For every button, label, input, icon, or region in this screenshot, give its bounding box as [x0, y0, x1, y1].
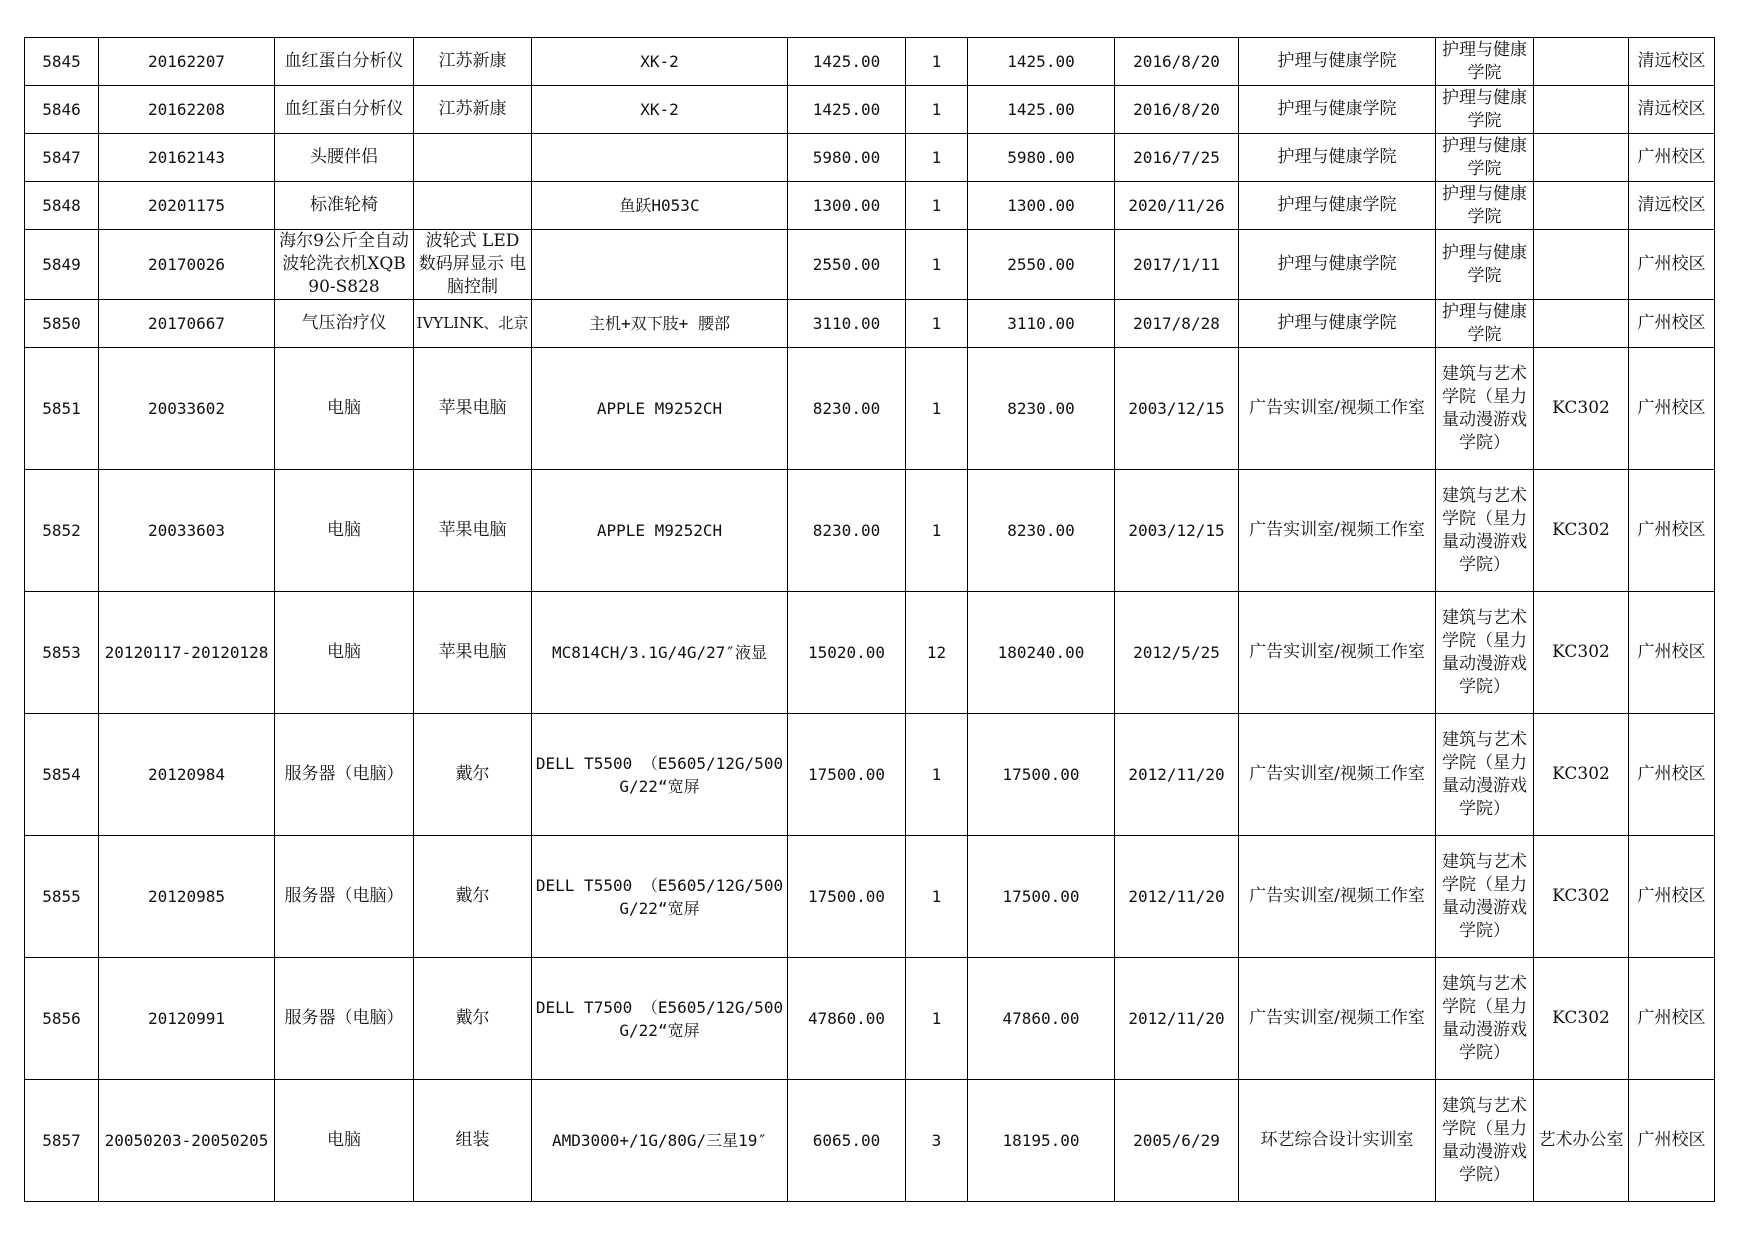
cell-date: 2016/8/20 [1115, 38, 1239, 86]
cell-room: KC302 [1534, 836, 1629, 958]
cell-room: KC302 [1534, 592, 1629, 714]
cell-asset-no: 20120991 [99, 958, 275, 1080]
cell-qty: 1 [906, 470, 968, 592]
cell-brand: 戴尔 [414, 714, 532, 836]
cell-qty: 3 [906, 1080, 968, 1202]
cell-amount: 18195.00 [968, 1080, 1115, 1202]
cell-amount: 2550.00 [968, 230, 1115, 300]
asset-table [24, 37, 1715, 1202]
table-row [25, 134, 1715, 182]
cell-dept: 广告实训室/视频工作室 [1239, 958, 1436, 1080]
cell-date: 2012/11/20 [1115, 836, 1239, 958]
cell-brand: IVYLINK、北京 [414, 300, 532, 348]
cell-qty: 1 [906, 958, 968, 1080]
cell-campus: 广州校区 [1629, 470, 1715, 592]
cell-room [1534, 86, 1629, 134]
cell-dept: 环艺综合设计实训室 [1239, 1080, 1436, 1202]
cell-campus: 广州校区 [1629, 592, 1715, 714]
cell-name: 电脑 [275, 1080, 414, 1202]
cell-brand: 戴尔 [414, 836, 532, 958]
cell-amount: 1300.00 [968, 182, 1115, 230]
cell-qty: 1 [906, 134, 968, 182]
cell-name: 电脑 [275, 470, 414, 592]
cell-brand [414, 182, 532, 230]
cell-seq: 5854 [25, 714, 99, 836]
cell-seq: 5846 [25, 86, 99, 134]
cell-model: DELL T5500 （E5605/12G/500G/22“宽屏 [532, 714, 788, 836]
cell-name: 服务器（电脑） [275, 714, 414, 836]
cell-dept: 广告实训室/视频工作室 [1239, 836, 1436, 958]
cell-college: 护理与健康学院 [1436, 38, 1534, 86]
cell-amount: 47860.00 [968, 958, 1115, 1080]
cell-room [1534, 230, 1629, 300]
cell-unit-price: 17500.00 [788, 714, 906, 836]
cell-asset-no: 20162207 [99, 38, 275, 86]
cell-room: KC302 [1534, 470, 1629, 592]
cell-asset-no: 20033603 [99, 470, 275, 592]
cell-date: 2020/11/26 [1115, 182, 1239, 230]
cell-unit-price: 1425.00 [788, 86, 906, 134]
asset-list-page [24, 37, 1715, 1202]
cell-brand: 戴尔 [414, 958, 532, 1080]
cell-dept: 护理与健康学院 [1239, 182, 1436, 230]
cell-room: 艺术办公室 [1534, 1080, 1629, 1202]
cell-model: MC814CH/3.1G/4G/27″液显 [532, 592, 788, 714]
cell-brand: 波轮式 LED 数码屏显示 电脑控制 [414, 230, 532, 300]
cell-model [532, 230, 788, 300]
cell-name: 头腰伴侣 [275, 134, 414, 182]
cell-qty: 1 [906, 86, 968, 134]
table-row [25, 1080, 1715, 1202]
cell-seq: 5847 [25, 134, 99, 182]
cell-amount: 17500.00 [968, 714, 1115, 836]
cell-qty: 1 [906, 836, 968, 958]
cell-college: 护理与健康学院 [1436, 300, 1534, 348]
cell-brand: 江苏新康 [414, 38, 532, 86]
cell-dept: 广告实训室/视频工作室 [1239, 470, 1436, 592]
cell-room: KC302 [1534, 958, 1629, 1080]
cell-college: 建筑与艺术学院（星力量动漫游戏学院） [1436, 836, 1534, 958]
cell-date: 2017/8/28 [1115, 300, 1239, 348]
cell-room [1534, 182, 1629, 230]
cell-name: 电脑 [275, 348, 414, 470]
cell-room [1534, 134, 1629, 182]
cell-dept: 广告实训室/视频工作室 [1239, 348, 1436, 470]
cell-room [1534, 38, 1629, 86]
cell-campus: 广州校区 [1629, 300, 1715, 348]
cell-name: 血红蛋白分析仪 [275, 38, 414, 86]
cell-seq: 5849 [25, 230, 99, 300]
cell-seq: 5857 [25, 1080, 99, 1202]
cell-asset-no: 20120117-20120128 [99, 592, 275, 714]
cell-qty: 1 [906, 348, 968, 470]
cell-seq: 5853 [25, 592, 99, 714]
cell-brand: 苹果电脑 [414, 592, 532, 714]
cell-dept: 广告实训室/视频工作室 [1239, 714, 1436, 836]
cell-seq: 5852 [25, 470, 99, 592]
cell-date: 2003/12/15 [1115, 470, 1239, 592]
cell-college: 护理与健康学院 [1436, 182, 1534, 230]
cell-asset-no: 20170026 [99, 230, 275, 300]
table-row [25, 300, 1715, 348]
cell-college: 建筑与艺术学院（星力量动漫游戏学院） [1436, 714, 1534, 836]
cell-model: 主机+双下肢+ 腰部 [532, 300, 788, 348]
cell-qty: 1 [906, 38, 968, 86]
cell-dept: 护理与健康学院 [1239, 300, 1436, 348]
cell-unit-price: 15020.00 [788, 592, 906, 714]
cell-qty: 1 [906, 182, 968, 230]
cell-college: 建筑与艺术学院（星力量动漫游戏学院） [1436, 470, 1534, 592]
cell-qty: 1 [906, 230, 968, 300]
table-row [25, 470, 1715, 592]
cell-unit-price: 1300.00 [788, 182, 906, 230]
cell-model: APPLE M9252CH [532, 348, 788, 470]
cell-qty: 1 [906, 714, 968, 836]
cell-amount: 1425.00 [968, 86, 1115, 134]
cell-campus: 广州校区 [1629, 230, 1715, 300]
cell-unit-price: 17500.00 [788, 836, 906, 958]
cell-asset-no: 20033602 [99, 348, 275, 470]
cell-date: 2017/1/11 [1115, 230, 1239, 300]
cell-amount: 17500.00 [968, 836, 1115, 958]
cell-campus: 清远校区 [1629, 86, 1715, 134]
cell-date: 2016/7/25 [1115, 134, 1239, 182]
cell-date: 2003/12/15 [1115, 348, 1239, 470]
cell-unit-price: 2550.00 [788, 230, 906, 300]
cell-campus: 广州校区 [1629, 348, 1715, 470]
cell-model: XK-2 [532, 86, 788, 134]
cell-campus: 广州校区 [1629, 714, 1715, 836]
cell-campus: 广州校区 [1629, 134, 1715, 182]
asset-table-body [25, 38, 1715, 1202]
cell-model: DELL T7500 （E5605/12G/500G/22“宽屏 [532, 958, 788, 1080]
table-row [25, 38, 1715, 86]
cell-asset-no: 20120984 [99, 714, 275, 836]
cell-name: 电脑 [275, 592, 414, 714]
cell-model: 鱼跃H053C [532, 182, 788, 230]
cell-amount: 1425.00 [968, 38, 1115, 86]
cell-model [532, 134, 788, 182]
cell-dept: 护理与健康学院 [1239, 86, 1436, 134]
cell-date: 2016/8/20 [1115, 86, 1239, 134]
cell-college: 建筑与艺术学院（星力量动漫游戏学院） [1436, 1080, 1534, 1202]
cell-seq: 5856 [25, 958, 99, 1080]
cell-unit-price: 3110.00 [788, 300, 906, 348]
cell-qty: 1 [906, 300, 968, 348]
table-row [25, 714, 1715, 836]
cell-model: AMD3000+/1G/80G/三星19″ [532, 1080, 788, 1202]
cell-seq: 5848 [25, 182, 99, 230]
cell-name: 海尔9公斤全自动波轮洗衣机XQB90-S828 [275, 230, 414, 300]
cell-date: 2012/11/20 [1115, 714, 1239, 836]
table-row [25, 182, 1715, 230]
cell-amount: 3110.00 [968, 300, 1115, 348]
cell-date: 2005/6/29 [1115, 1080, 1239, 1202]
cell-name: 服务器（电脑） [275, 958, 414, 1080]
cell-name: 服务器（电脑） [275, 836, 414, 958]
cell-name: 血红蛋白分析仪 [275, 86, 414, 134]
cell-amount: 180240.00 [968, 592, 1115, 714]
cell-college: 护理与健康学院 [1436, 86, 1534, 134]
cell-room [1534, 300, 1629, 348]
cell-unit-price: 47860.00 [788, 958, 906, 1080]
cell-college: 建筑与艺术学院（星力量动漫游戏学院） [1436, 958, 1534, 1080]
table-row [25, 958, 1715, 1080]
cell-seq: 5851 [25, 348, 99, 470]
table-row [25, 348, 1715, 470]
cell-unit-price: 1425.00 [788, 38, 906, 86]
cell-college: 建筑与艺术学院（星力量动漫游戏学院） [1436, 348, 1534, 470]
cell-asset-no: 20162208 [99, 86, 275, 134]
cell-brand: 组装 [414, 1080, 532, 1202]
table-row [25, 836, 1715, 958]
cell-seq: 5845 [25, 38, 99, 86]
cell-campus: 广州校区 [1629, 1080, 1715, 1202]
cell-dept: 护理与健康学院 [1239, 38, 1436, 86]
cell-brand: 苹果电脑 [414, 348, 532, 470]
cell-campus: 清远校区 [1629, 182, 1715, 230]
cell-amount: 5980.00 [968, 134, 1115, 182]
cell-model: DELL T5500 （E5605/12G/500G/22“宽屏 [532, 836, 788, 958]
cell-unit-price: 8230.00 [788, 470, 906, 592]
cell-room: KC302 [1534, 714, 1629, 836]
cell-room: KC302 [1534, 348, 1629, 470]
cell-asset-no: 20201175 [99, 182, 275, 230]
cell-brand [414, 134, 532, 182]
cell-dept: 护理与健康学院 [1239, 230, 1436, 300]
cell-campus: 广州校区 [1629, 958, 1715, 1080]
cell-date: 2012/11/20 [1115, 958, 1239, 1080]
cell-college: 护理与健康学院 [1436, 230, 1534, 300]
table-row [25, 230, 1715, 300]
cell-brand: 江苏新康 [414, 86, 532, 134]
cell-qty: 12 [906, 592, 968, 714]
cell-model: APPLE M9252CH [532, 470, 788, 592]
cell-date: 2012/5/25 [1115, 592, 1239, 714]
cell-dept: 护理与健康学院 [1239, 134, 1436, 182]
table-row [25, 86, 1715, 134]
cell-unit-price: 6065.00 [788, 1080, 906, 1202]
cell-unit-price: 8230.00 [788, 348, 906, 470]
cell-model: XK-2 [532, 38, 788, 86]
cell-amount: 8230.00 [968, 348, 1115, 470]
cell-dept: 广告实训室/视频工作室 [1239, 592, 1436, 714]
cell-college: 建筑与艺术学院（星力量动漫游戏学院） [1436, 592, 1534, 714]
cell-amount: 8230.00 [968, 470, 1115, 592]
table-row [25, 592, 1715, 714]
cell-asset-no: 20170667 [99, 300, 275, 348]
cell-asset-no: 20050203-20050205 [99, 1080, 275, 1202]
cell-brand: 苹果电脑 [414, 470, 532, 592]
cell-name: 标准轮椅 [275, 182, 414, 230]
cell-asset-no: 20162143 [99, 134, 275, 182]
cell-asset-no: 20120985 [99, 836, 275, 958]
cell-seq: 5850 [25, 300, 99, 348]
cell-campus: 广州校区 [1629, 836, 1715, 958]
cell-seq: 5855 [25, 836, 99, 958]
cell-name: 气压治疗仪 [275, 300, 414, 348]
cell-campus: 清远校区 [1629, 38, 1715, 86]
cell-college: 护理与健康学院 [1436, 134, 1534, 182]
cell-unit-price: 5980.00 [788, 134, 906, 182]
